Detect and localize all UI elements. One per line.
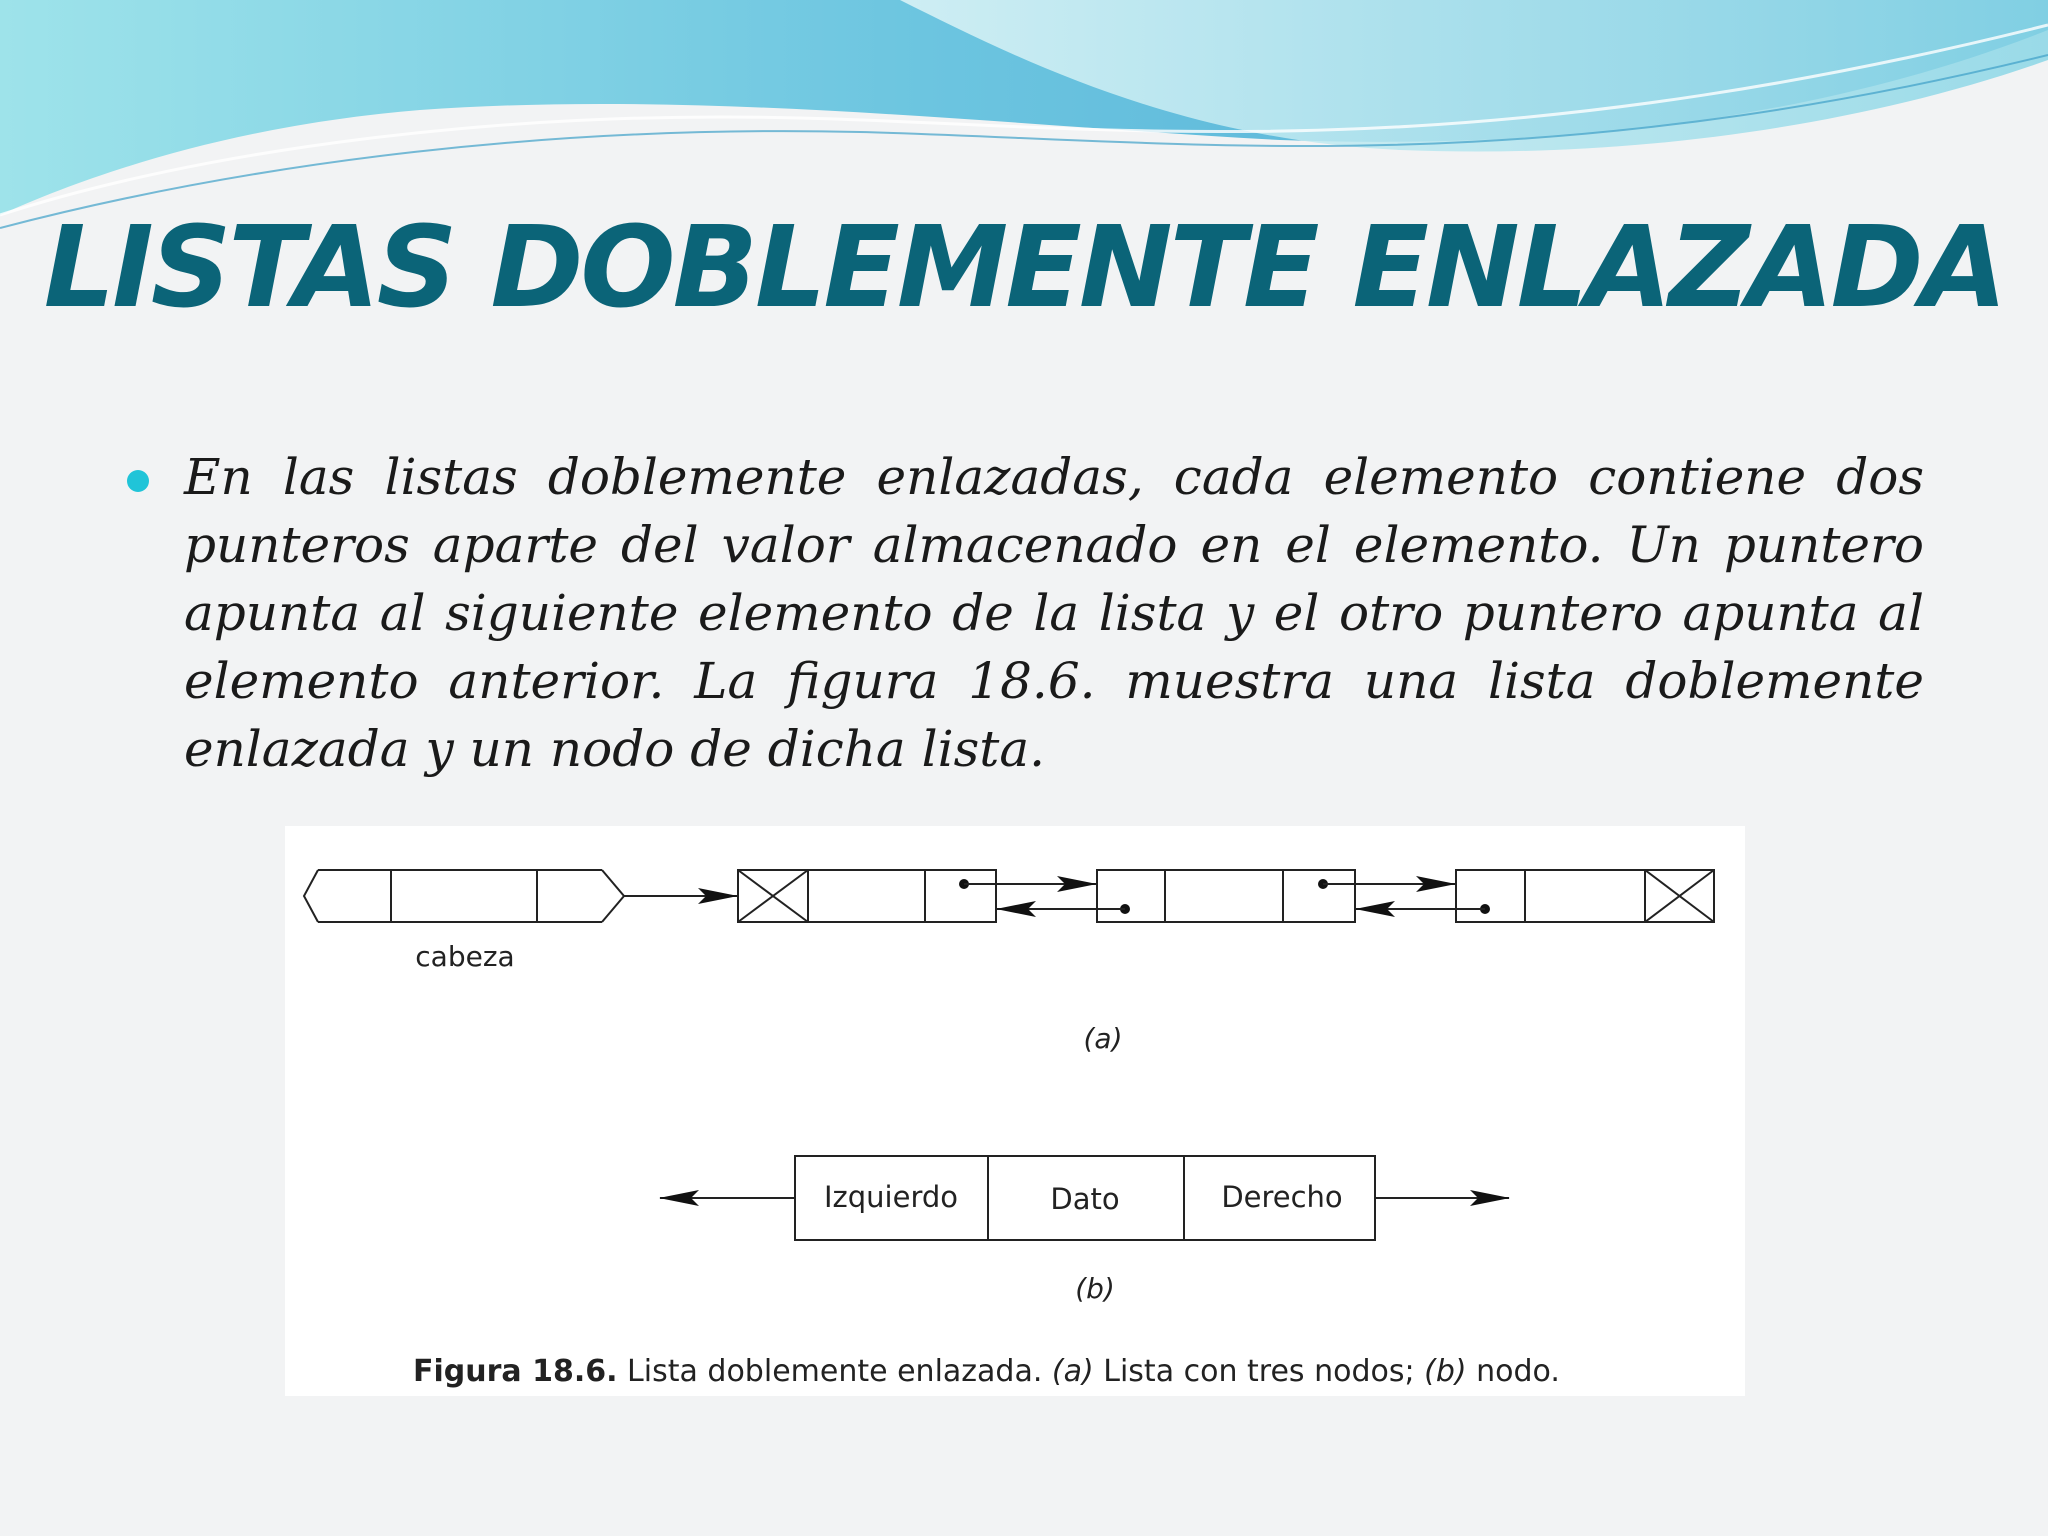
node-field-data: Dato [1050, 1182, 1120, 1216]
caption-part-2: Lista con tres nodos; [1093, 1354, 1425, 1389]
caption-b: (b) [1424, 1354, 1467, 1389]
figure-caption [413, 1354, 1560, 1389]
doubly-linked-list-diagram [285, 826, 1745, 1396]
node-field-left: Izquierdo [823, 1180, 959, 1214]
caption-bold: Figura 18.6. [413, 1354, 618, 1389]
head-label: cabeza [415, 940, 515, 973]
bullet-dot-icon [127, 470, 149, 492]
label-b: (b) [1075, 1272, 1115, 1305]
list-node-3 [1456, 870, 1714, 922]
bullet-text: En las listas doblemente enlazadas, cada elemento contiene dos punteros aparte del valor almacenado en el elemento. Un puntero apunta al siguiente elemento de la lista y el otro puntero apunta al elemento anterior. La figura 18.6. muestra una lista doblemente enlazada y un nodo de dicha lista. [184, 448, 1924, 778]
figure-18-6 [285, 826, 1745, 1396]
list-node-2 [1097, 870, 1355, 922]
caption-part-3: nodo. [1466, 1354, 1560, 1389]
caption-a: (a) [1051, 1354, 1094, 1389]
label-a: (a) [1083, 1022, 1123, 1055]
list-node-1 [738, 870, 996, 922]
caption-part-1: Lista doblemente enlazada. [617, 1354, 1052, 1389]
slide-title: LISTAS DOBLEMENTE ENLAZADA [43, 203, 2005, 333]
head-node [304, 870, 624, 922]
node-field-right: Derecho [1221, 1180, 1343, 1214]
